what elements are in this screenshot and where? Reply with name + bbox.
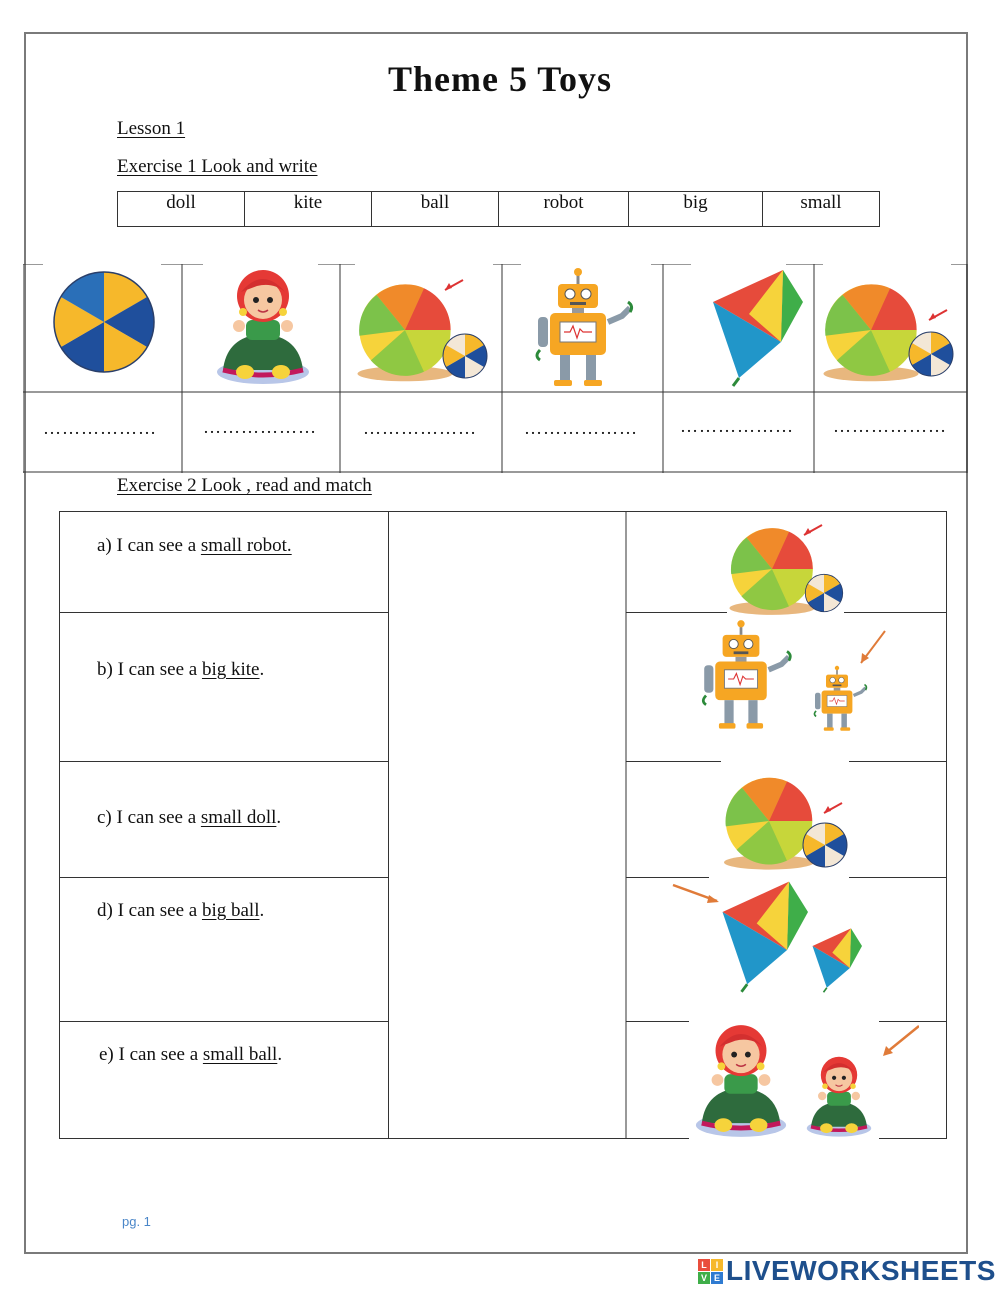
sentence-a — [97, 535, 292, 557]
sentence-target: small doll — [200, 807, 277, 828]
answer-blank[interactable]: ……………… — [363, 418, 477, 438]
sentence-prefix: a) I can see a — [97, 535, 201, 556]
page-title: Theme 5 Toys — [387, 59, 613, 99]
logo-letter: E — [711, 1272, 723, 1284]
logo-letter: V — [698, 1272, 710, 1284]
dolls-with-arrow-small[interactable] — [689, 1016, 919, 1141]
sentence-prefix: d) I can see a — [97, 900, 202, 921]
sentence-c — [97, 807, 281, 829]
robots-with-arrow-small[interactable] — [689, 617, 889, 737]
answer-blank[interactable]: ……………… — [43, 418, 157, 438]
logo-letter: I — [711, 1259, 723, 1271]
ball-pair-picture — [819, 268, 964, 388]
kites-with-arrow-big[interactable] — [669, 879, 869, 1004]
sentence-target: small robot. — [200, 535, 292, 556]
word-bank — [117, 191, 880, 227]
word-bank-item: ball — [372, 192, 499, 227]
beach-ball-picture — [47, 266, 162, 381]
exercise-2-heading: Exercise 2 Look , read and match — [117, 475, 372, 496]
big-and-small-ball-picture — [353, 268, 498, 388]
balls-with-arrow-big[interactable] — [724, 519, 854, 615]
word-bank-item: robot — [499, 192, 629, 227]
answer-blank[interactable]: ……………… — [203, 417, 317, 437]
word-bank-item: doll — [118, 192, 245, 227]
balls-with-arrow-small[interactable] — [714, 769, 854, 874]
answer-blank[interactable]: ……………… — [833, 416, 947, 436]
sentence-target: small ball — [202, 1044, 278, 1065]
sentence-prefix: e) I can see a — [99, 1044, 203, 1065]
sentence-target: big kite — [201, 659, 260, 680]
sentence-target: big ball — [201, 900, 260, 921]
word-bank-item: small — [763, 192, 880, 227]
answer-blank[interactable]: ……………… — [524, 418, 638, 438]
exercise-2-grid — [59, 511, 947, 1139]
kite-picture — [688, 266, 813, 391]
sentence-suffix: . — [259, 900, 265, 921]
sentence-suffix: . — [276, 807, 282, 828]
exercise-1-heading: Exercise 1 Look and write — [117, 156, 318, 177]
sentence-d — [97, 900, 264, 922]
robot-picture — [523, 266, 653, 391]
sentence-e — [99, 1044, 282, 1066]
sentence-prefix: b) I can see a — [97, 659, 202, 680]
exercise-1-grid — [23, 264, 968, 473]
lesson-label: Lesson 1 — [117, 118, 186, 139]
word-bank-item: kite — [245, 192, 372, 227]
sentence-suffix: . — [259, 659, 265, 680]
sentence-suffix: . — [277, 1044, 283, 1065]
doll-picture — [203, 264, 323, 389]
logo-letter: L — [698, 1259, 710, 1271]
brand-name: LIVEWORKSHEETS — [726, 1255, 996, 1286]
sentence-prefix: c) I can see a — [97, 807, 201, 828]
page-number: pg. 1 — [122, 1214, 151, 1229]
brand-footer — [698, 1256, 996, 1286]
liveworksheets-logo-icon — [698, 1259, 723, 1284]
word-bank-item: big — [629, 192, 763, 227]
sentence-b — [97, 659, 264, 681]
answer-blank[interactable]: ……………… — [680, 416, 794, 436]
